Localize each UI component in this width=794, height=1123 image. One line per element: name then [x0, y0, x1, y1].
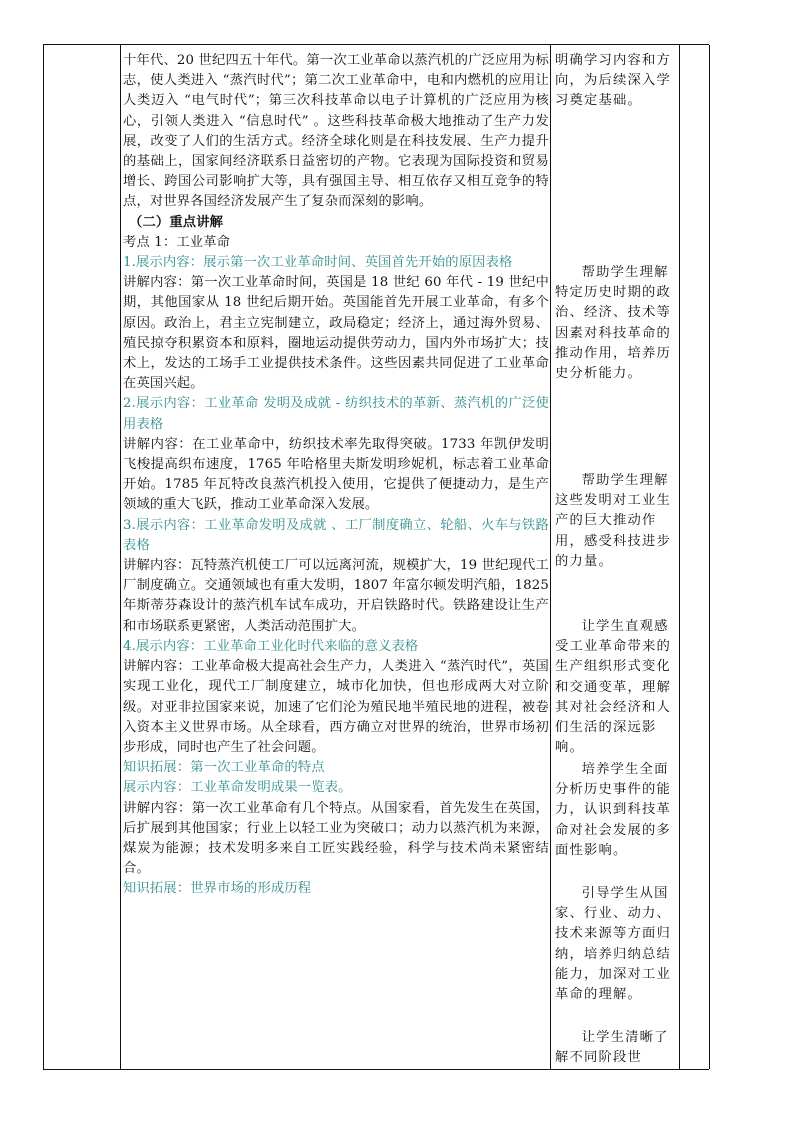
- intent-2: 帮助学生理解这些发明对工业生产的巨大推动作用，感受科技进步的力量。: [555, 473, 671, 569]
- key-point-heading: 考点 1：工业革命: [123, 234, 231, 250]
- lesson-table: [43, 44, 709, 1070]
- intro-paragraph: 十年代、20 世纪四五十年代。第一次工业革命以蒸汽机的广泛应用为标志，使人类进入 “蒸汽时代”；第二次工业革命中，电和内燃机的应用让人类迈入 “电气时代”；第三次科技革命以电子计算机的广泛应用为核心，引领人类进入 “信息时代” 。这些科技革命极大地推动了生产力发展，改变了人们的生活方式。经济全球化则是在科技发展、生产力提升的基础上，国家间经济联系日益密切的产物。它表现为国际投资和贸易增长、跨国公司影响扩大等，具有强国主导、相互依存又相互竞争的特点，对世界各国经济发展产生了复杂而深刻的影响。: [123, 53, 549, 210]
- table-border-right: [709, 45, 710, 1069]
- explanation-1: 讲解内容：第一次工业革命时间，英国是 18 世纪 60 年代 - 19 世纪中期，其他国家从 18 世纪后期开始。英国能首先开展工业革命，有多个原因。政治上，君主立宪制建立，政局稳定；经济上，通过海外贸易、殖民掠夺积累资本和原料，圈地运动提供劳动力，国内外市场扩大；技术上，发达的工场手工业提供技术条件。这些因素共同促进了工业革命在英国兴起。: [123, 275, 549, 392]
- intent-3: 让学生直观感受工业革命带来的生产组织形式变化和交通变革，理解其对社会经济和人们生活的深远影响。: [555, 619, 671, 756]
- intent-5: 引导学生从国家、行业、动力、技术来源等方面归纳，培养归纳总结能力，加深对工业革命的理解。: [555, 886, 671, 1003]
- display-item-4-title: 4.展示内容：工业革命工业化时代来临的意义表格: [123, 638, 419, 654]
- section-heading: （二）重点讲解: [129, 214, 224, 230]
- knowledge-extension-2: 知识拓展：世界市场的形成历程: [123, 881, 312, 897]
- table-divider-1: [120, 45, 121, 1069]
- knowledge-extension-1: 知识拓展：第一次工业革命的特点: [123, 760, 325, 776]
- teaching-content-column: [123, 51, 549, 900]
- display-item-2-title: 2.展示内容：工业革命 发明及成就 - 纺织技术的革新、蒸汽机的广泛使用表格: [123, 396, 549, 432]
- intent-4: 培养学生全面分析历史事件的能力，认识到科技革命对社会发展的多面性影响。: [555, 762, 671, 858]
- display-item-1-title: 1.展示内容：展示第一次工业革命时间、英国首先开始的原因表格: [123, 255, 513, 271]
- intent-6: 让学生清晰了解不同阶段世: [555, 1030, 669, 1066]
- explanation-5: 讲解内容：第一次工业革命有几个特点。从国家看，首先发生在英国，后扩展到其他国家；行业上以轻工业为突破口；动力以蒸汽机为来源，煤炭为能源；技术发明多来自工匠实践经验，科学与技术尚未紧密结合。: [123, 800, 549, 877]
- display-item-5-title: 展示内容：工业革命发明成果一览表。: [123, 780, 352, 796]
- explanation-2: 讲解内容：在工业革命中，纺织技术率先取得突破。1733 年凯伊发明飞梭提高织布速度，1765 年哈格里夫斯发明珍妮机，标志着工业革命开始。1785 年瓦特改良蒸汽机投入使用，它提供了便捷动力，是生产领域的重大飞跃，推动工业革命深入发展。: [123, 436, 549, 513]
- intent-0: 明确学习内容和方向，为后续深入学习奠定基础。: [555, 53, 671, 109]
- table-divider-2: [550, 45, 551, 1069]
- table-border-left: [43, 45, 44, 1069]
- intent-1: 帮助学生理解特定历史时期的政治、经济、技术等因素对科技革命的推动作用，培养历史分析能力。: [555, 265, 671, 382]
- explanation-4: 讲解内容：工业革命极大提高社会生产力，人类进入 “蒸汽时代”，英国实现工业化，现代工厂制度建立，城市化加快，但也形成两大对立阶级。对亚非拉国家来说，加速了它们沦为殖民地半殖民地的进程，被卷入资本主义世界市场。从全球看，西方确立对世界的统治，世界市场初步形成，同时也产生了社会问题。: [123, 659, 549, 755]
- table-divider-3: [679, 45, 680, 1069]
- display-item-3-title: 3.展示内容：工业革命发明及成就 、工厂制度确立、轮船、火车与铁路表格: [123, 517, 549, 553]
- explanation-3: 讲解内容：瓦特蒸汽机使工厂可以远离河流，规模扩大，19 世纪现代工厂制度确立。交通领域也有重大发明，1807 年富尔顿发明汽船，1825 年斯蒂芬森设计的蒸汽机车试车成功，开启铁路时代。铁路建设让生产和市场联系更紧密，人类活动范围扩大。: [123, 558, 549, 634]
